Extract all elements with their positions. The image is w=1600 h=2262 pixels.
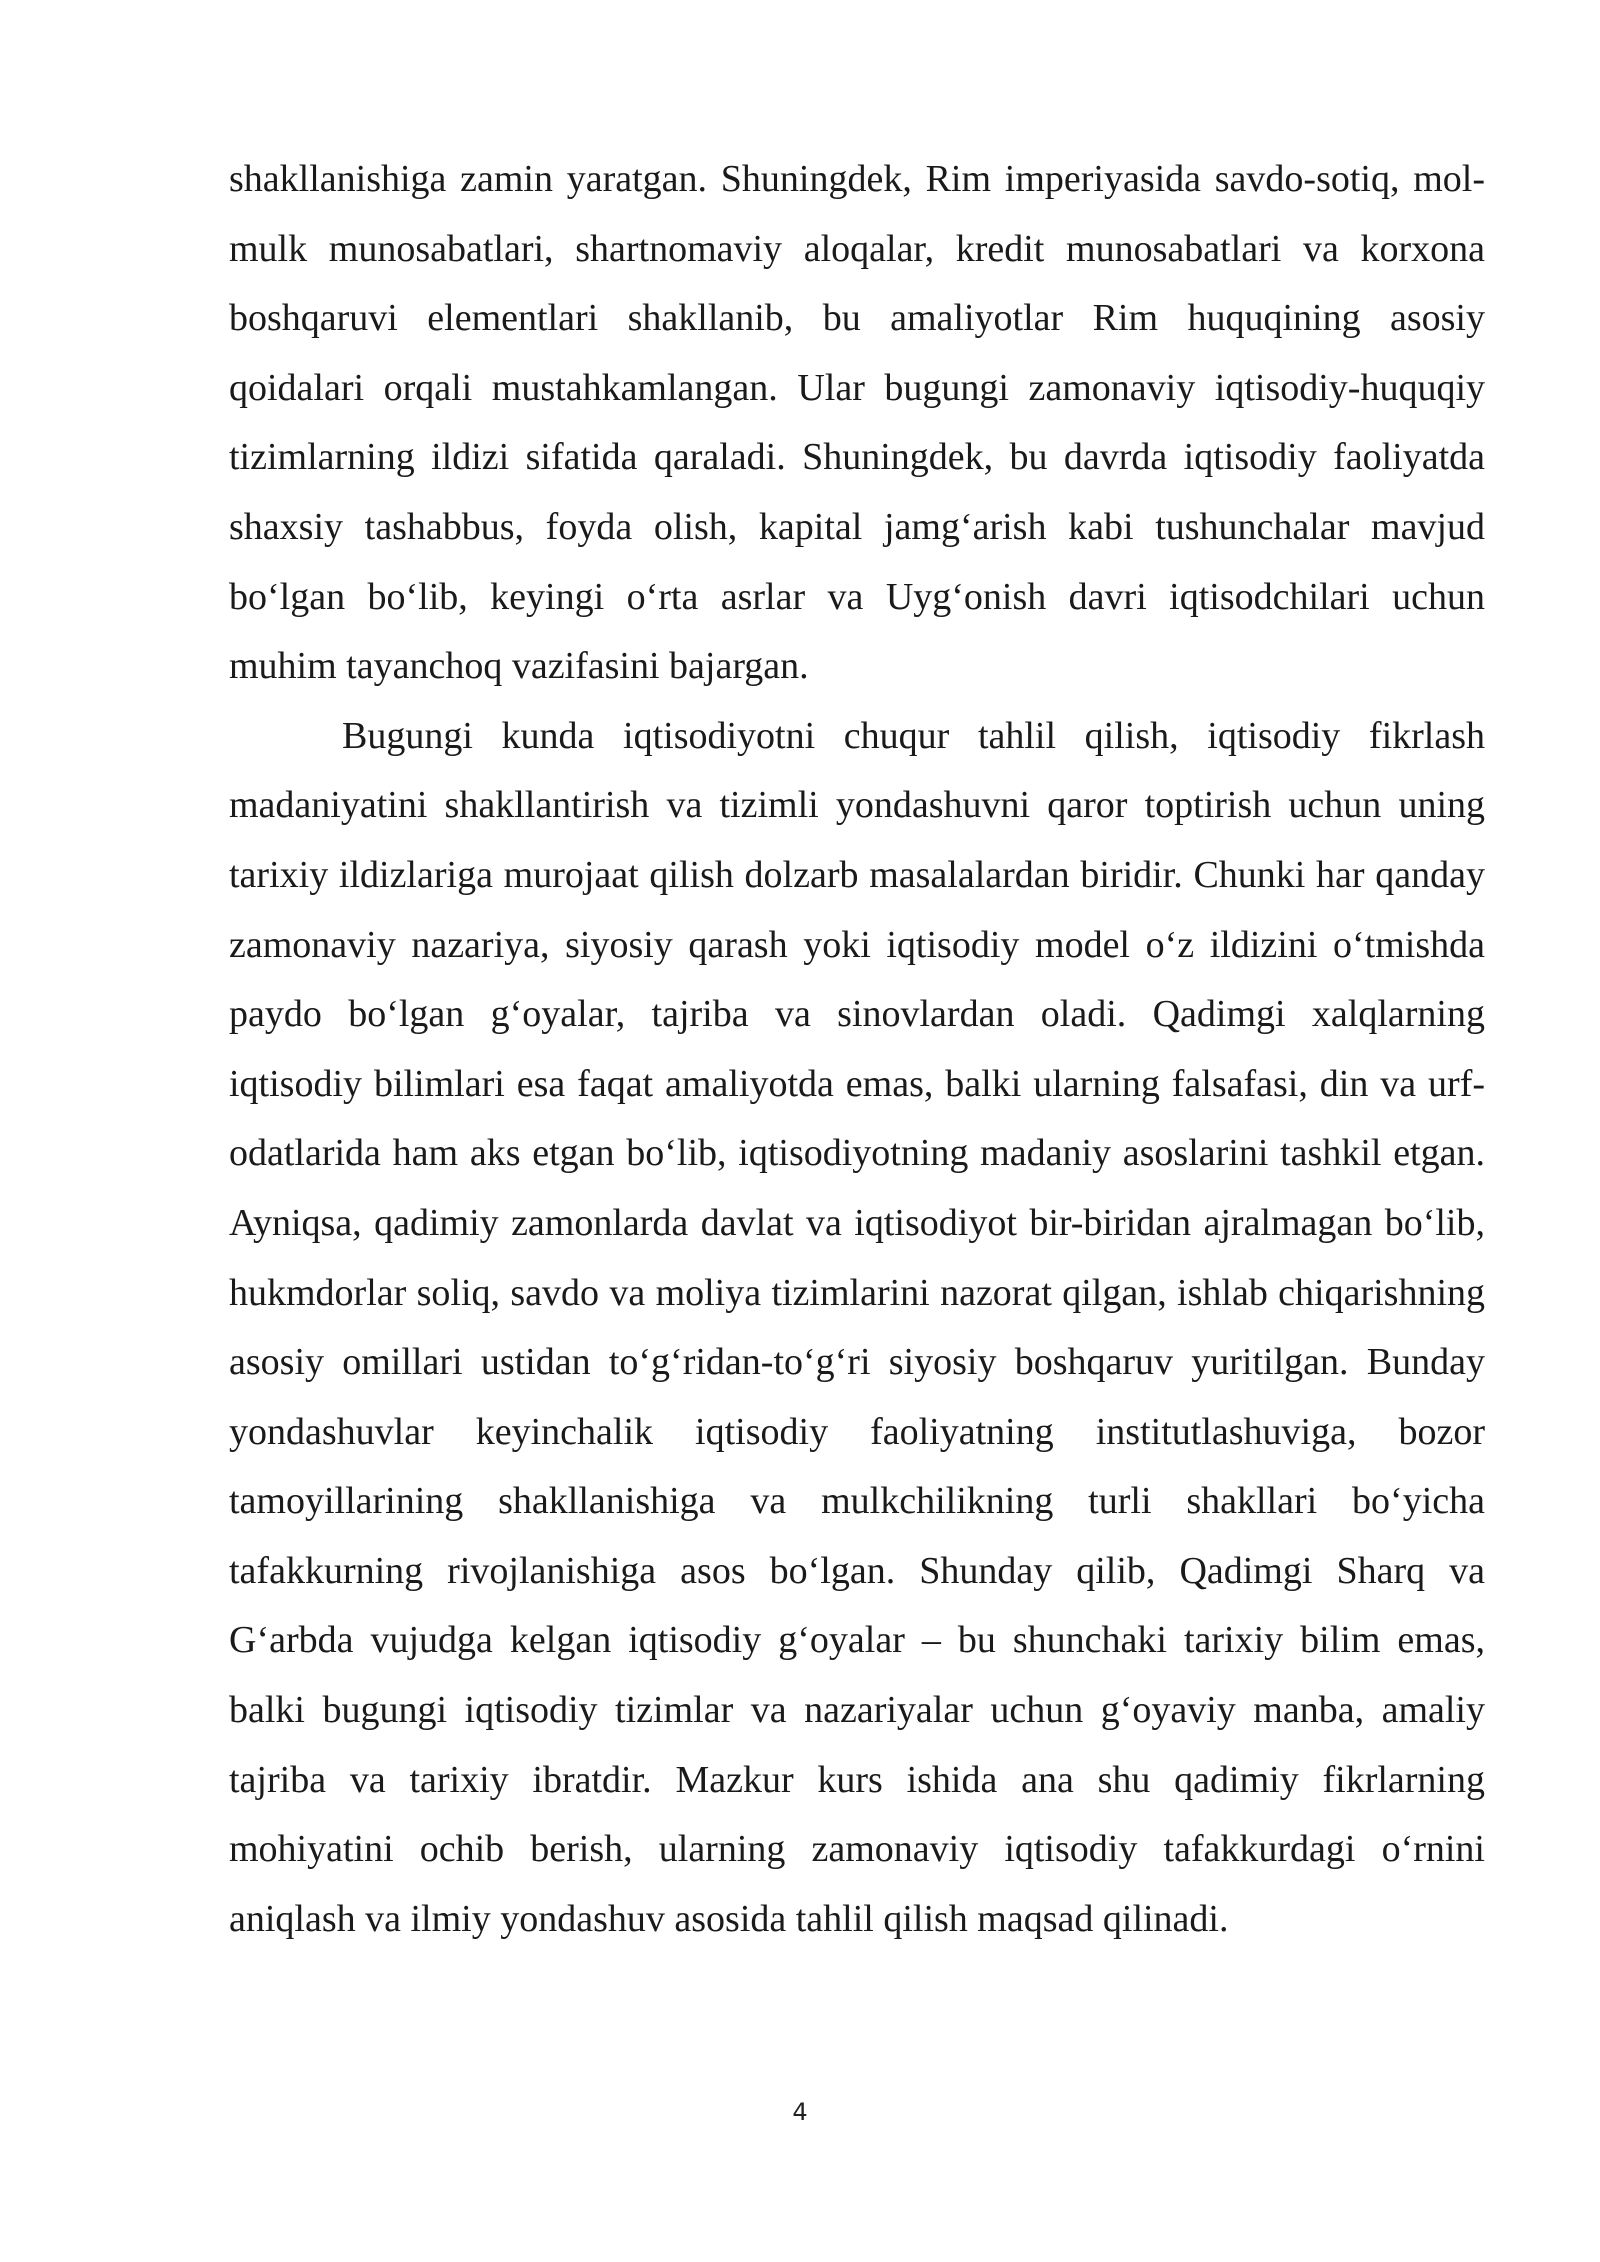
paragraph-main: Bugungi kunda iqtisodiyotni chuqur tahlil qilish, iqtisodiy fikrlash madaniyatini shakllantirish va tizimli yondashuvni qaror toptirish uchun uning tarixiy ildizlariga murojaat qilish dolzarb masalalardan biridir. Chunki har qanday zamonaviy nazariya, siyosiy qarash yoki iqtisodiy model o‘z ildizini o‘tmishda paydo bo‘lgan g‘oyalar, tajriba va sinovlardan oladi. Qadimgi xalqlarning iqtisodiy bilimlari esa faqat amaliyotda emas, balki ularning falsafasi, din va urf-odatlarida ham aks etgan bo‘lib, iqtisodiyotning madaniy asoslarini tashkil etgan. Ayniqsa, qadimiy zamonlarda davlat va iqtisodiyot bir-biridan ajralmagan bo‘lib, hukmdorlar soliq, savdo va moliya tizimlarini nazorat qilgan, ishlab chiqarishning asosiy omillari ustidan to‘g‘ridan-to‘g‘ri siyosiy boshqaruv yuritilgan. Bunday yondashuvlar keyinchalik iqtisodiy faoliyatning institutlashuviga, bozor tamoyillarining shakllanishiga va mulkchilikning turli shakllari bo‘yicha tafakkurning rivojlanishiga asos bo‘lgan. Shunday qilib, Qadimgi Sharq va G‘arbda vujudga kelgan iqtisodiy g‘oyalar – bu shunchaki tarixiy bilim emas, balki bugungi iqtisodiy tizimlar va nazariyalar uchun g‘oyaviy manba, amaliy tajriba va tarixiy ibratdir. Mazkur kurs ishida ana shu qadimiy fikrlarning mohiyatini ochib berish, ularning zamonaviy iqtisodiy tafakkurdagi o‘rnini aniqlash va ilmiy yondashuv asosida tahlil qilish maqsad qilinadi.: [229, 714, 1485, 1940]
page-number: 4: [792, 2098, 808, 2126]
body-text: [229, 145, 1485, 1954]
paragraph-continuation: shakllanishiga zamin yaratgan. Shuningdek, Rim imperiyasida savdo-sotiq, mol-mulk munosabatlari, shartnomaviy aloqalar, kredit munosabatlari va korxona boshqaruvi elementlari shakllanib, bu amaliyotlar Rim huquqining asosiy qoidalari orqali mustahkamlangan. Ular bugungi zamonaviy iqtisodiy-huquqiy tizimlarning ildizi sifatida qaraladi. Shuningdek, bu davrda iqtisodiy faoliyatda shaxsiy tashabbus, foyda olish, kapital jamg‘arish kabi tushunchalar mavjud bo‘lgan bo‘lib, keyingi o‘rta asrlar va Uyg‘onish davri iqtisodchilari uchun muhim tayanchoq vazifasini bajargan.: [229, 158, 1485, 688]
